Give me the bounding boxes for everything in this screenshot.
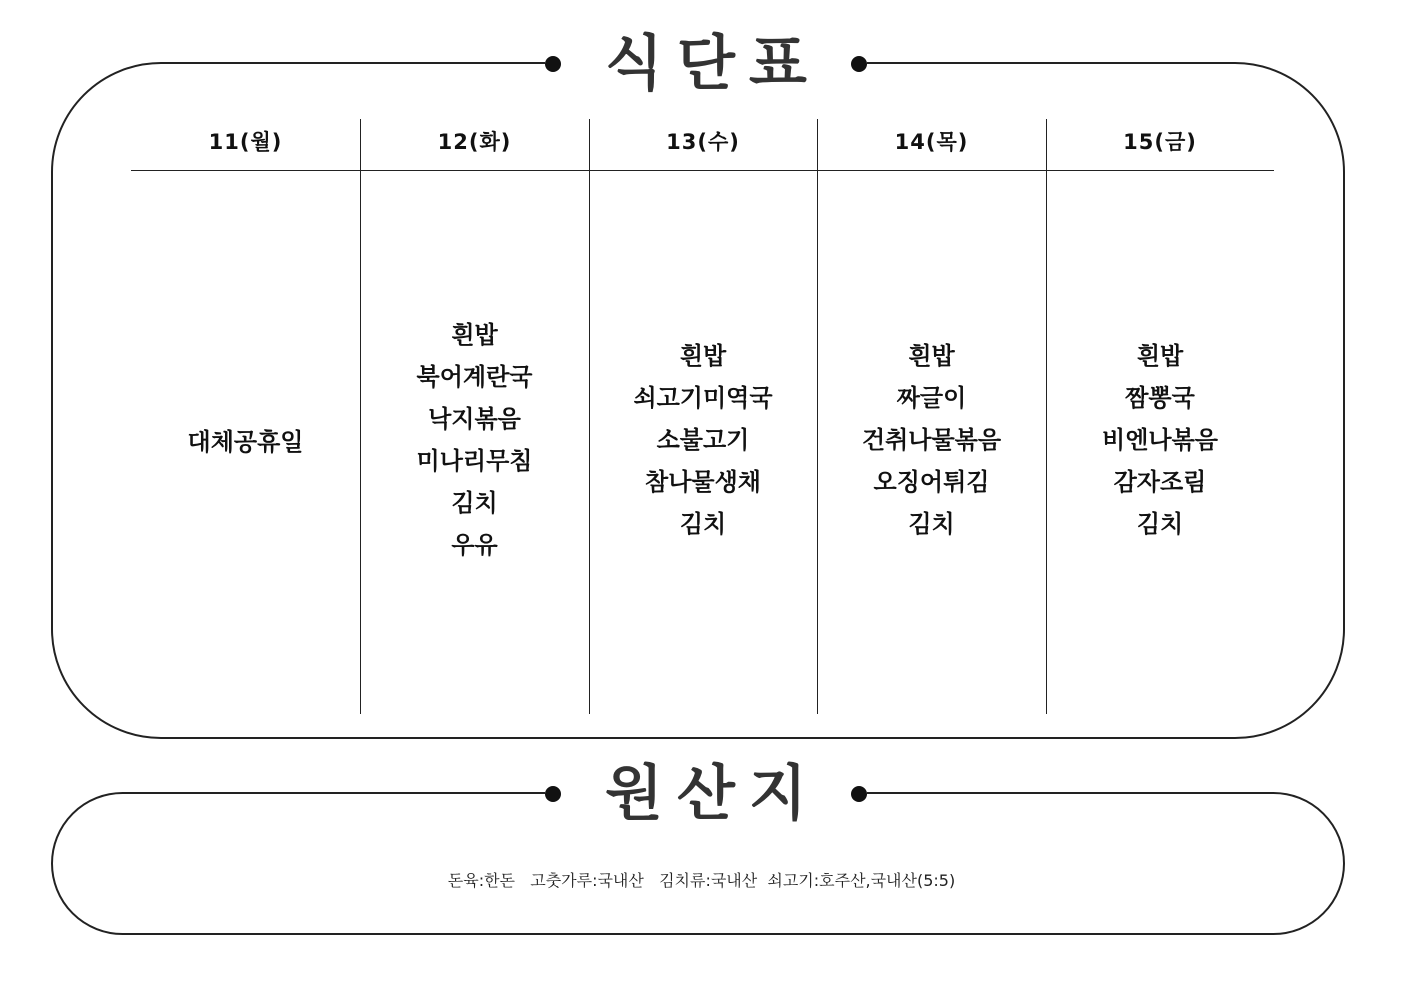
dish-item: 소불고기: [656, 426, 750, 454]
dish-item: 흰밥: [908, 342, 955, 370]
dish-item: 쇠고기미역국: [633, 384, 773, 412]
dish-list: [131, 421, 360, 463]
title-left-dot: [545, 56, 561, 72]
day-header: 12(화): [437, 130, 512, 154]
dish-item: 짜글이: [896, 384, 967, 412]
origin-title-block: [545, 760, 867, 828]
title-right-dot: [851, 56, 867, 72]
day-header: 15(금): [1123, 130, 1197, 154]
day-header: 11(월): [208, 130, 283, 154]
dish-item: 건취나물볶음: [861, 426, 1002, 454]
dish-item: 비엔나볶음: [1102, 426, 1218, 454]
dish-item: 우유: [451, 531, 498, 559]
menu-table: [131, 119, 1274, 714]
dish-item: 오징어튀김: [873, 468, 990, 496]
dish-item: 흰밥: [1136, 342, 1184, 370]
dish-item: 북어계란국: [416, 363, 533, 391]
title-right-dot: [851, 786, 867, 802]
dish-item: 짬뽕국: [1125, 384, 1195, 412]
dish-item: 미나리무침: [416, 447, 533, 475]
dish-item: 김치: [1136, 510, 1184, 538]
dish-item: 낙지볶음: [428, 405, 521, 433]
dish-list: [817, 335, 1046, 545]
day-column-mon: [131, 119, 360, 714]
day-header: 14(목): [894, 130, 969, 154]
day-column-thu: [817, 119, 1046, 714]
dish-item: 김치: [451, 489, 498, 517]
origin-title: 원산지: [605, 759, 821, 829]
origin-info: 돈육:한돈 고춧가루:국내산 김치류:국내산 쇠고기:호주산,국내산(5:5): [447, 871, 956, 890]
day-header: 13(수): [666, 130, 740, 154]
dish-item: 참나물생채: [645, 468, 761, 496]
day-column-fri: [1046, 119, 1274, 714]
menu-title: 식단표: [605, 29, 821, 99]
dish-item: 김치: [679, 510, 727, 538]
dish-list: [360, 314, 589, 566]
menu-title-block: [545, 30, 867, 98]
dish-item: 감자조림: [1113, 468, 1207, 496]
title-left-dot: [545, 786, 561, 802]
dish-list: [1046, 335, 1274, 545]
day-column-tue: [360, 119, 589, 714]
dish-item: 흰밥: [451, 321, 498, 349]
day-column-wed: [589, 119, 817, 714]
dish-item: 김치: [908, 510, 955, 538]
dish-item: 대체공휴일: [187, 428, 304, 456]
dish-list: [589, 335, 817, 545]
dish-item: 흰밥: [679, 342, 727, 370]
